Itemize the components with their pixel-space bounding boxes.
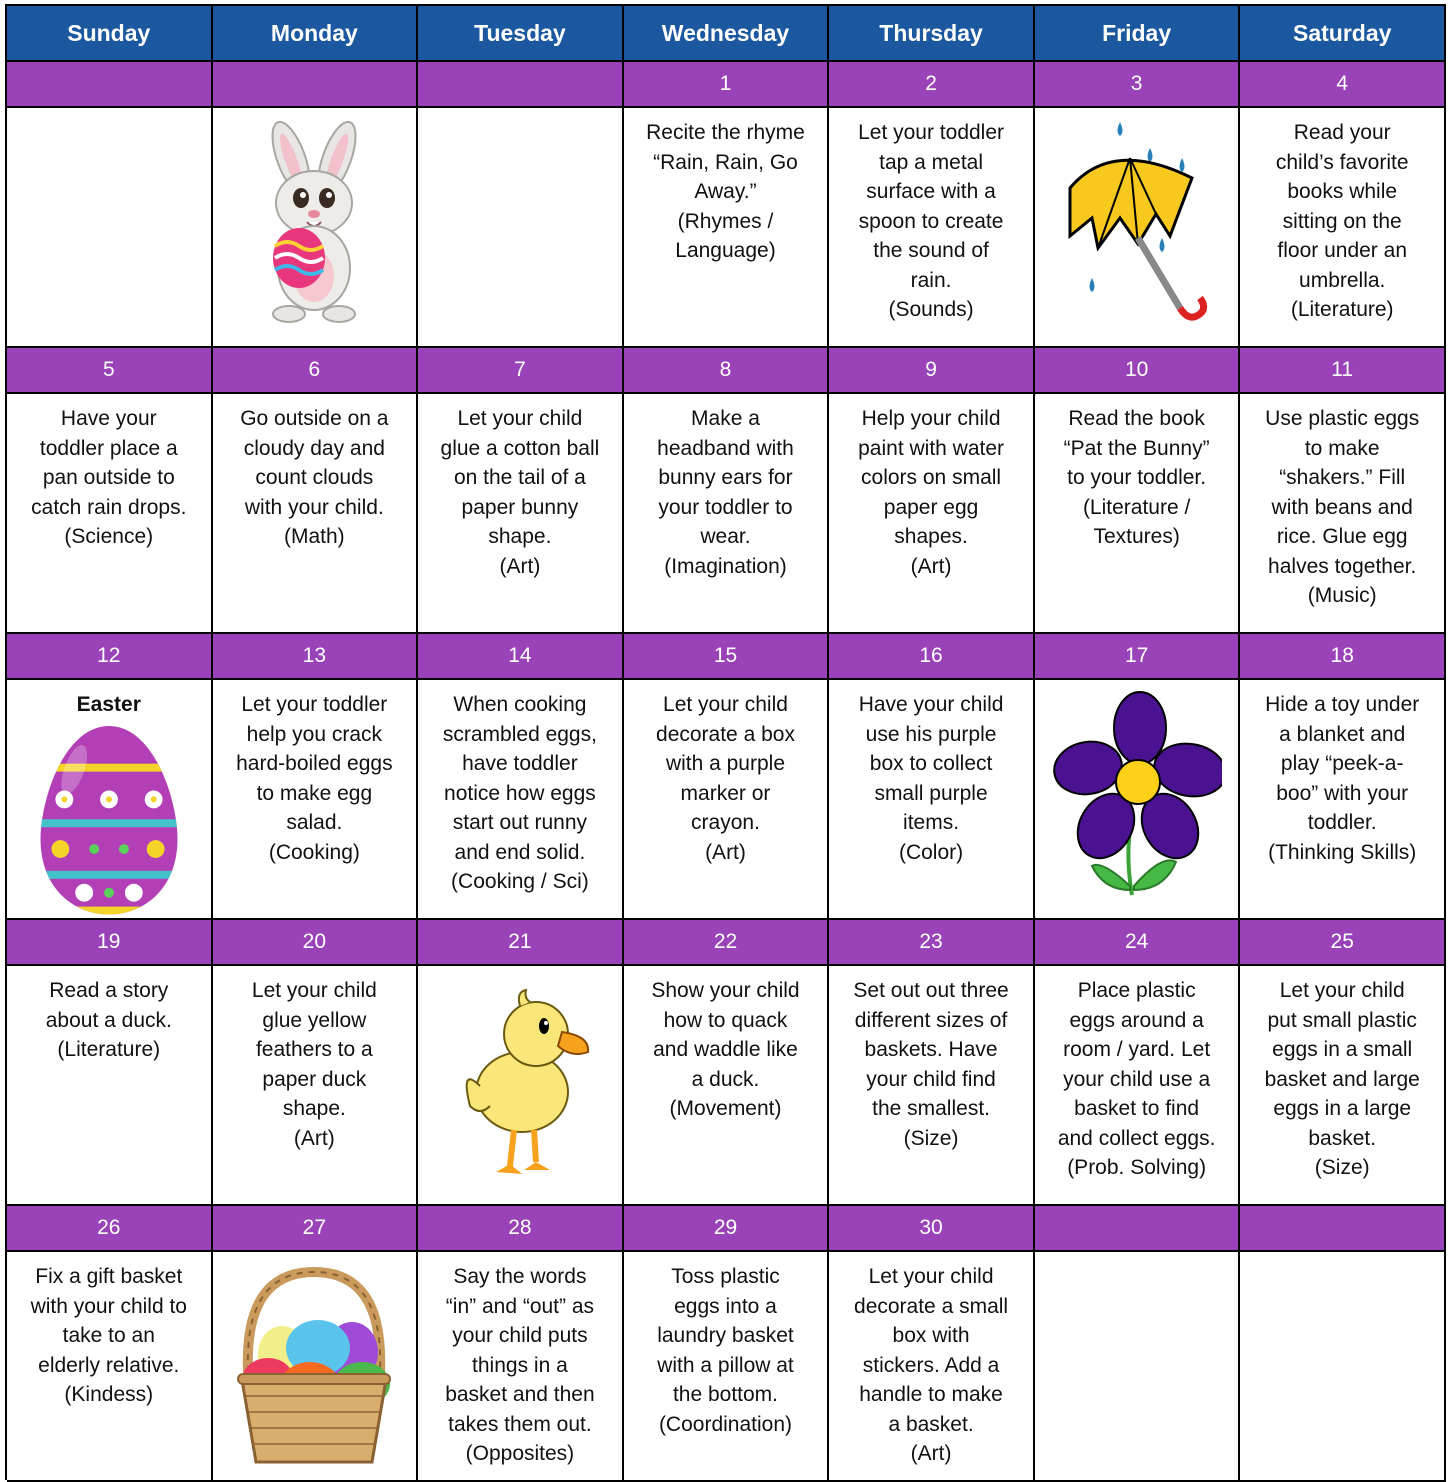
activity-text: Make a headband with bunny ears for your toddler to wear. (Imagination)	[657, 407, 794, 578]
activity-cell	[418, 394, 624, 634]
date-cell	[1035, 1206, 1241, 1252]
activity-text: Read the book “Pat the Bunny” to your toddler. (Literature / Textures)	[1063, 407, 1210, 548]
duckling-icon	[440, 976, 600, 1186]
calendar-grid	[5, 4, 1446, 1480]
weekday-header-sunday: Sunday	[7, 6, 213, 62]
activity-text: Toss plastic eggs into a laundry basket with a pillow at the bottom. (Coordination)	[657, 1265, 794, 1436]
date-cell: 23	[829, 920, 1035, 966]
activity-text: Help your child paint with water colors on small paper egg shapes. (Art)	[858, 407, 1005, 578]
date-cell: 20	[213, 920, 419, 966]
activity-cell	[1035, 1252, 1241, 1482]
date-cell: 24	[1035, 920, 1241, 966]
activity-cell	[624, 1252, 830, 1482]
easter-bunny-icon	[229, 118, 399, 328]
date-cell: 7	[418, 348, 624, 394]
activity-text: Set out out three different sizes of baskets. Have your child find the smallest. (Size)	[853, 979, 1009, 1150]
activity-cell	[829, 680, 1035, 920]
activity-text: Have your toddler place a pan outside to catch rain drops. (Science)	[31, 407, 187, 548]
date-cell	[213, 62, 419, 108]
weekday-header-saturday: Saturday	[1240, 6, 1446, 62]
date-cell: 8	[624, 348, 830, 394]
activity-cell	[418, 966, 624, 1206]
date-cell: 21	[418, 920, 624, 966]
date-cell: 30	[829, 1206, 1035, 1252]
date-cell: 10	[1035, 348, 1241, 394]
date-cell: 22	[624, 920, 830, 966]
date-cell: 9	[829, 348, 1035, 394]
activity-cell	[624, 966, 830, 1206]
activity-cell	[7, 108, 213, 348]
activity-cell	[829, 1252, 1035, 1482]
date-cell	[418, 62, 624, 108]
activity-text: Place plastic eggs around a room / yard. Let your child use a basket to find and collect eggs. (Prob. Solving)	[1057, 979, 1216, 1179]
activity-text: When cooking scrambled eggs, have toddler notice how eggs start out runny and end solid. (Cooking / Sci)	[442, 693, 597, 893]
activity-cell	[213, 1252, 419, 1482]
activity-cell	[213, 680, 419, 920]
activity-cell	[213, 394, 419, 634]
holiday-label: Easter	[76, 693, 141, 716]
date-cell: 4	[1240, 62, 1446, 108]
activity-cell	[1035, 966, 1241, 1206]
weekday-header-thursday: Thursday	[829, 6, 1035, 62]
activity-cell	[1240, 966, 1446, 1206]
activity-cell	[7, 394, 213, 634]
activity-cell	[418, 1252, 624, 1482]
date-cell: 25	[1240, 920, 1446, 966]
activity-cell	[829, 966, 1035, 1206]
date-cell: 5	[7, 348, 213, 394]
activity-cell	[1035, 680, 1241, 920]
date-cell: 26	[7, 1206, 213, 1252]
activity-text: Read a story about a duck. (Literature)	[45, 979, 172, 1061]
activity-cell	[1240, 108, 1446, 348]
activity-cell	[213, 108, 419, 348]
activity-cell	[1240, 394, 1446, 634]
activity-cell	[418, 108, 624, 348]
activity-text: Fix a gift basket with your child to take to an elderly relative. (Kindess)	[30, 1265, 187, 1406]
easter-basket-icon	[224, 1262, 404, 1472]
activity-text: Let your child glue a cotton ball on the tail of a paper bunny shape. (Art)	[440, 407, 600, 578]
activity-text: Hide a toy under a blanket and play “peek-a- boo” with your toddler. (Thinking Skills)	[1265, 693, 1420, 864]
activity-text: Let your child decorate a small box with stickers. Add a handle to make a basket. (Art)	[854, 1265, 1009, 1465]
activity-text: Go outside on a cloudy day and count clouds with your child. (Math)	[240, 407, 389, 548]
activity-text: Let your toddler help you crack hard-boiled eggs to make egg salad. (Cooking)	[236, 693, 393, 864]
activity-cell	[624, 108, 830, 348]
activity-cell	[1035, 394, 1241, 634]
activity-text: Let your child decorate a box with a purple marker or crayon. (Art)	[656, 693, 795, 864]
activity-cell	[7, 966, 213, 1206]
weekday-header-friday: Friday	[1035, 6, 1241, 62]
activity-text: Use plastic eggs to make “shakers.” Fill with beans and rice. Glue egg halves together. (Music)	[1265, 407, 1420, 607]
activity-cell	[7, 680, 213, 920]
date-cell: 1	[624, 62, 830, 108]
activity-cell	[1035, 108, 1241, 348]
purple-flower-icon	[1052, 690, 1222, 905]
date-cell: 18	[1240, 634, 1446, 680]
activity-cell	[1240, 1252, 1446, 1482]
umbrella-icon	[1052, 118, 1222, 333]
date-cell: 28	[418, 1206, 624, 1252]
weekday-header-tuesday: Tuesday	[418, 6, 624, 62]
activity-text: Let your toddler tap a metal surface with a spoon to create the sound of rain. (Sounds)	[858, 121, 1005, 321]
activity-text: Show your child how to quack and waddle like a duck. (Movement)	[651, 979, 800, 1120]
activity-cell	[624, 680, 830, 920]
activity-text: Recite the rhyme “Rain, Rain, Go Away.” (Rhymes / Language)	[646, 121, 805, 262]
date-cell: 3	[1035, 62, 1241, 108]
activity-text: Have your child use his purple box to collect small purple items. (Color)	[858, 693, 1004, 864]
date-cell: 19	[7, 920, 213, 966]
activity-cell	[829, 108, 1035, 348]
date-cell: 6	[213, 348, 419, 394]
date-cell: 27	[213, 1206, 419, 1252]
weekday-header-wednesday: Wednesday	[624, 6, 830, 62]
date-cell: 17	[1035, 634, 1241, 680]
date-cell: 29	[624, 1206, 830, 1252]
activity-text: Read your child’s favorite books while sitting on the floor under an umbrella. (Literature)	[1275, 121, 1409, 321]
date-cell: 13	[213, 634, 419, 680]
date-cell	[1240, 1206, 1446, 1252]
weekday-header-monday: Monday	[213, 6, 419, 62]
date-cell: 16	[829, 634, 1035, 680]
activity-cell	[418, 680, 624, 920]
activity-text: Say the words “in” and “out” as your child puts things in a basket and then takes them out. (Opposites)	[445, 1265, 595, 1465]
easter-egg-icon	[34, 720, 184, 919]
date-cell: 11	[1240, 348, 1446, 394]
activity-text: Let your child glue yellow feathers to a paper duck shape. (Art)	[251, 979, 377, 1150]
activity-cell	[624, 394, 830, 634]
activity-cell	[213, 966, 419, 1206]
date-cell: 2	[829, 62, 1035, 108]
date-cell: 12	[7, 634, 213, 680]
date-cell	[7, 62, 213, 108]
activity-text: Let your child put small plastic eggs in a small basket and large eggs in a large basket. (Size)	[1264, 979, 1420, 1179]
activity-cell	[829, 394, 1035, 634]
date-cell: 15	[624, 634, 830, 680]
activity-cell	[1240, 680, 1446, 920]
activity-cell	[7, 1252, 213, 1482]
date-cell: 14	[418, 634, 624, 680]
